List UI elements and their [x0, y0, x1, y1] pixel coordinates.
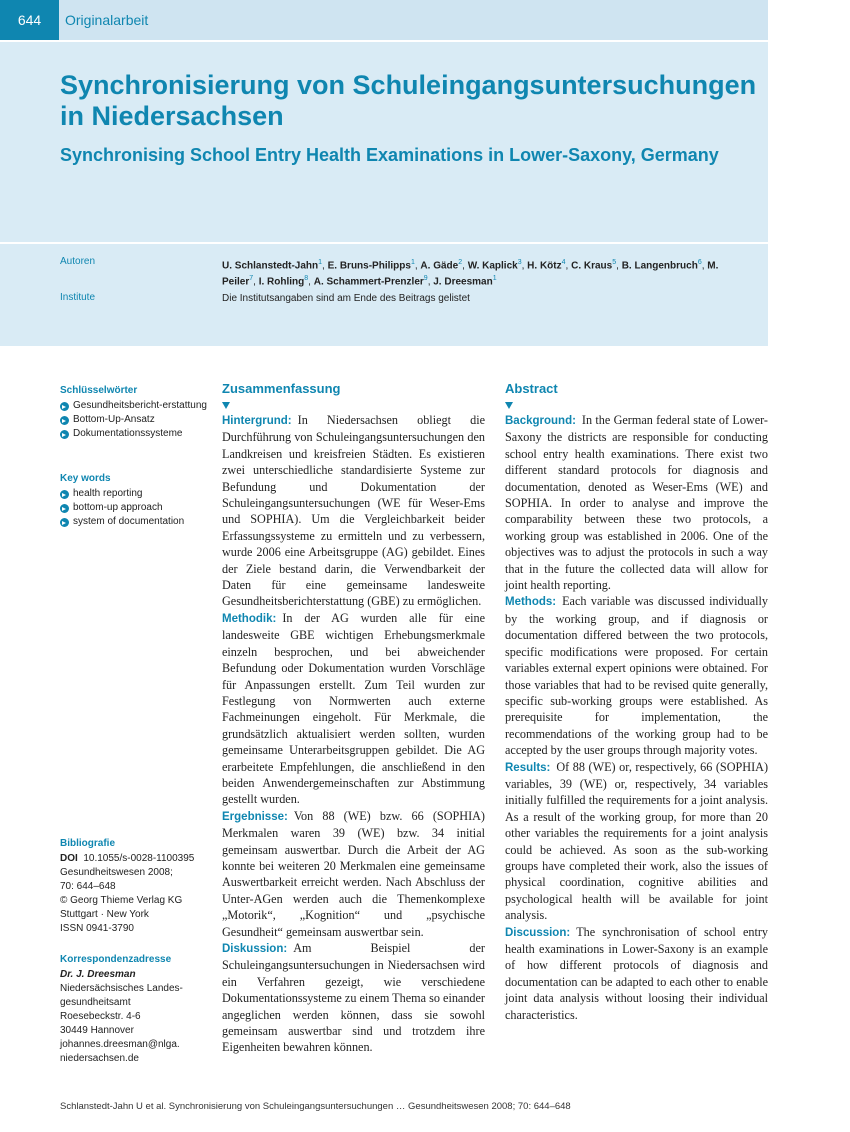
authors-label: Autoren — [60, 256, 96, 267]
bibliography-line: Gesundheitswesen 2008; — [60, 867, 173, 878]
doi-value[interactable]: 10.1055/s-0028-1100395 — [83, 853, 195, 864]
address-line: Roesebeckstr. 4-6 — [60, 1011, 141, 1022]
bullet-icon — [60, 402, 69, 411]
author-affiliation: 3 — [517, 259, 522, 266]
section-lead-label: Methodik: — [222, 612, 277, 625]
section-lead-label: Ergebnisse: — [222, 810, 288, 823]
keywords-de-block — [60, 384, 210, 441]
bibliography-line: © Georg Thieme Verlag KG — [60, 895, 183, 906]
keyword-item — [60, 501, 210, 515]
bibliography-heading: Bibliografie — [60, 838, 116, 849]
section-lead-label: Hintergrund: — [222, 415, 292, 427]
keyword-item — [60, 487, 210, 501]
keyword-text: Dokumentationssysteme — [73, 428, 183, 439]
author-name: A. Gäde — [420, 260, 459, 272]
section-label: Originalarbeit — [65, 12, 149, 28]
author-affiliation: 4 — [561, 259, 566, 266]
footer-citation: Schlanstedt-Jahn U et al. Synchronisierung von Schuleingangsuntersuchungen … Gesundheitswesen 2008; 70: 644–648 — [60, 1101, 571, 1112]
author-affiliation: 7 — [249, 275, 254, 283]
author-name: J. Dreesman — [433, 276, 493, 288]
keywords-en-block — [60, 472, 210, 529]
correspondence-name: Dr. J. Dreesman — [60, 969, 136, 980]
author-affiliation: 9 — [423, 275, 428, 283]
section-text: In der AG wurden alle für eine landesweite GBE wichtigen Erhebungsmerkmale einzeln besprochen, und bei abweichender Befundung oder Dokumentation wurden Vorschläge für Anpassungen erstellt. Zum Teil wurden zur Festlegung von Normwerten auch externe Fachmeinungen eingeholt. Für Merkmale, die grundsätzlich aktualisiert werden sollten, wurden gemeinsame Unterarbeitsgruppen gebildet. Die AG erarbeitete Empfehlungen, die anschließend in den beiden Anwendergemeinschaften zur Abstimmung gestellt wurden. — [222, 610, 485, 807]
authors-list: U. Schlanstedt-Jahn$^1$, E. Bruns-Philipps$^1$, A. Gäde$^2$, W. Kaplick$^3$, H. Kötz$^4$, C. Kraus$^5$, B. Langenbruch$^6$, M. Peiler$^7$, I. Rohling$^8$, A. Schammert-Prenzler$^9$, J. Dreesman$^1$ — [222, 259, 719, 288]
author-affiliation: 2 — [458, 259, 463, 266]
author-name: E. Bruns-Philipps — [327, 260, 411, 272]
section-text: Each variable was discussed individually by the working group, and if diagnosis or documentation differed between the two protocols, specific modifications were proposed. For certain variables external expert opinions were obtained. For those variables that had to be revised quite generally, specific sub-working groups were established. As prerequisite for implementation, the recommendations of the working group had to be accepted by the user groups through majority votes. — [505, 594, 768, 758]
bibliography-block — [60, 837, 210, 936]
keyword-item — [60, 427, 210, 441]
keywords-en-list — [60, 487, 210, 529]
abstract-paragraph — [222, 808, 485, 940]
triangle-down-icon — [505, 402, 513, 409]
author-affiliation: 1 — [318, 259, 323, 266]
abstract-paragraph — [505, 924, 768, 1023]
section-lead-label: Discussion: — [505, 926, 571, 939]
address-line: 30449 Hannover — [60, 1025, 134, 1036]
summary-column — [222, 380, 485, 1056]
section-lead-label: Methods: — [505, 596, 557, 609]
author-affiliation: 8 — [304, 275, 309, 283]
summary-body — [222, 412, 485, 1056]
address-line[interactable]: niedersachsen.de — [60, 1053, 139, 1064]
address-line: gesundheitsamt — [60, 997, 131, 1008]
author-name: H. Kötz — [527, 260, 562, 272]
author-name: M. Peiler — [222, 260, 719, 288]
section-text: The synchronisation of school entry health examinations in Lower-Saxony is an example of how different protocols of diagnosis and documentation can be adapted to each other to enable joint data analysis without loosing their individual characteristics. — [505, 924, 768, 1022]
keyword-text: Bottom-Up-Ansatz — [73, 414, 155, 425]
abstract-paragraph — [222, 940, 485, 1056]
institutes-label: Institute — [60, 292, 96, 303]
section-text: Am Beispiel der Schuleingangsuntersuchungen in Niedersachsen wird ein Verfahren gezeigt, wie verschiedene Dokumentationssysteme zu einem Thema so einander angeglichen werden können, dass sie sowohl gemeinsam auswertbar sind und trotzdem ihre Eigenheiten bewahren können. — [222, 941, 485, 1055]
abstract-paragraph — [505, 412, 768, 593]
author-name: W. Kaplick — [467, 260, 518, 272]
abstract-body — [505, 412, 768, 1023]
abstract-column — [505, 380, 768, 1023]
bullet-icon — [60, 416, 69, 425]
keyword-text: bottom-up approach — [73, 502, 163, 513]
bibliography-lines — [60, 866, 210, 936]
correspondence-heading: Korrespondenzadresse — [60, 954, 172, 965]
bibliography-line: 70: 644–648 — [60, 881, 116, 892]
correspondence-block — [60, 953, 210, 1066]
keyword-item — [60, 399, 210, 413]
section-lead-label: Results: — [505, 761, 551, 774]
keyword-text: Gesundheitsbericht-erstattung — [73, 400, 207, 411]
author-affiliation: 5 — [612, 259, 617, 266]
section-text: In the German federal state of Lower-Saxony the districts are responsible for conducting school entry health examinations. There exist two different standard protocols for diagnosis and documentation, denoted as Weser-Ems (WE) and SOPHIA. In order to analyse and improve the comparability between these two protocols, a working group was established in 2006. One of the objectives was to adjust the protocols in such a way that in the future the collected data will allow for joint health reporting. — [505, 413, 768, 593]
section-lead-label: Diskussion: — [222, 943, 288, 955]
abstract-paragraph — [505, 759, 768, 924]
abstract-heading: Abstract — [505, 381, 558, 396]
author-name: I. Rohling — [258, 276, 305, 288]
keyword-item — [60, 515, 210, 529]
author-name: C. Kraus — [571, 260, 613, 272]
author-affiliation: 1 — [410, 259, 415, 266]
page-number: 644 — [0, 0, 59, 40]
title-english: Synchronising School Entry Health Examinations in Lower-Saxony, Germany — [60, 145, 719, 165]
section-text: In Niedersachsen obliegt die Durchführung von Schuleingangsuntersuchungen den Landkreisen und kreisfreien Städten. Es existieren zwei unterschiedliche standardisierte Systeme zur Befundung und Dokumentation der Schuleingangsuntersuchungen (WE für Weser-Ems und SOPHIA). Um die Vergleichbarkeit beider Erfassungssysteme zu ermitteln und zu verbessern, wurde 2006 eine Arbeitsgruppe (AG) gebildet. Eines der Ziele bestand darin, die Verwendbarkeit der Daten für eine gemeinsame landesweite Gesundheitsberichterstattung (GBE) zu ermöglichen. — [222, 413, 485, 609]
bibliography-line: Stuttgart · New York — [60, 909, 149, 920]
bullet-icon — [60, 490, 69, 499]
keyword-text: system of documentation — [73, 516, 185, 527]
section-lead-label: Background: — [505, 415, 576, 427]
keywords-de-heading: Schlüsselwörter — [60, 385, 138, 396]
section-text: Von 88 (WE) bzw. 66 (SOPHIA) Merkmalen waren 39 (WE) bzw. 34 initial gemeinsam auswertbar. Durch die Arbeit der AG konnte bei weiteren 20 Merkmalen eine gemeinsame Auswertbarkeit erreicht werden. Nach Abschluss der Unter-AGen werden auch die Themenkomplexe „Motorik“, „Kognition“ und „psychische Gesundheit“ gemeinsam auswertbar sein. — [222, 808, 485, 939]
author-name: B. Langenbruch — [621, 260, 698, 272]
bibliography-line: ISSN 0941-3790 — [60, 923, 134, 934]
bullet-icon — [60, 430, 69, 439]
keywords-en-heading: Key words — [60, 473, 111, 484]
author-affiliation: 6 — [697, 259, 702, 266]
triangle-down-icon — [222, 402, 230, 409]
bullet-icon — [60, 504, 69, 513]
abstract-paragraph — [222, 610, 485, 808]
address-line[interactable]: johannes.dreesman@nlga. — [60, 1039, 180, 1050]
correspondence-lines — [60, 982, 210, 1066]
doi-line — [60, 852, 210, 866]
section-text: Of 88 (WE) or, respectively, 66 (SOPHIA) variables, 39 (WE) or, respectively, 34 variables initially fulfilled the requirements for a joint analysis. As a result of the working group, for more than 20 other variables the requirements for a joint analysis could be achieved. As soon as the sub-working groups have completed their work, also the issues of physical coordination, cognitive abilities and psychological health will be available for joint analysis. — [505, 759, 768, 923]
institutes-text: Die Institutsangaben sind am Ende des Beitrags gelistet — [222, 293, 470, 304]
abstract-paragraph — [222, 412, 485, 610]
author-name: U. Schlanstedt-Jahn — [222, 260, 319, 272]
keyword-text: health reporting — [73, 488, 143, 499]
bullet-icon — [60, 518, 69, 527]
address-line: Niedersächsisches Landes- — [60, 983, 183, 994]
author-name: A. Schammert-Prenzler — [313, 276, 424, 288]
author-affiliation: 1 — [492, 275, 497, 283]
keyword-item — [60, 413, 210, 427]
summary-heading: Zusammenfassung — [222, 381, 341, 396]
doi-label: DOI — [60, 853, 78, 864]
abstract-paragraph — [505, 593, 768, 758]
keywords-de-list — [60, 399, 210, 441]
title-german: Synchronisierung von Schuleingangsuntersuchungen in Niedersachsen — [60, 70, 757, 131]
